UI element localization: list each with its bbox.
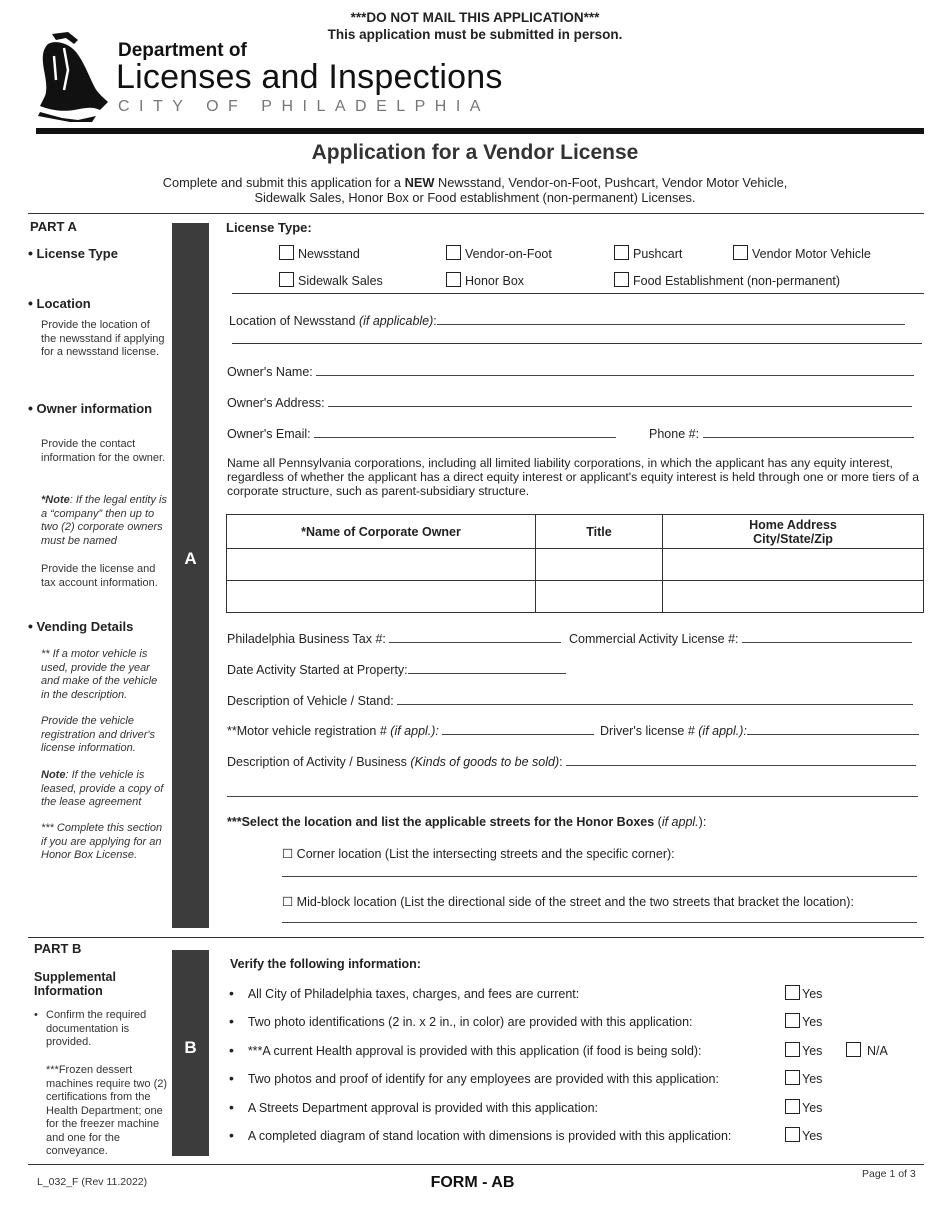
license-rule [232, 293, 924, 294]
part-b-heading: PART B [34, 941, 82, 956]
checkbox[interactable] [785, 1127, 800, 1142]
option-label: Newsstand [298, 247, 360, 261]
part-a-bar [172, 223, 209, 928]
yes-label: Yes [802, 1101, 823, 1115]
checkbox[interactable] [614, 272, 629, 287]
option-vendor-on-foot[interactable] [446, 245, 552, 261]
sidebar-license-type: • License Type [28, 245, 118, 261]
option-sidewalk-sales[interactable] [279, 272, 383, 288]
checkbox[interactable] [785, 1070, 800, 1085]
yes-label: Yes [802, 1015, 823, 1029]
yes-label: Yes [802, 1044, 823, 1058]
intro-text [0, 175, 950, 205]
verify-item-text: All City of Philadelphia taxes, charges, and fees are current: [247, 987, 580, 1001]
na-label: N/A [867, 1044, 888, 1058]
verify-item: • Two photos and proof of identify for any employees are provided with this application: [229, 1070, 719, 1086]
intro-bold: NEW [404, 175, 435, 190]
motor-registration-label: **Motor vehicle registration # [227, 724, 391, 738]
dept-name-small: Department of [118, 40, 247, 61]
dept-name-big: Licenses and Inspections [116, 58, 503, 96]
table-row [227, 581, 924, 613]
verify-na-option[interactable] [846, 1042, 888, 1058]
midblock-location-input[interactable] [282, 922, 917, 923]
sidebar-location: • Location [28, 295, 91, 311]
commercial-license-label: Commercial Activity License #: [569, 632, 739, 646]
part-b-rule [28, 937, 924, 938]
activity-description-input[interactable] [566, 753, 916, 766]
verify-yes-option[interactable] [785, 1127, 822, 1143]
yes-label: Yes [802, 1129, 823, 1143]
date-started-input[interactable] [408, 661, 566, 674]
midblock-location-option[interactable]: ☐ Mid-block location (List the directional side of the street and the two streets that bracket the location): [282, 895, 854, 909]
part-b-bar-letter: B [184, 1038, 197, 1057]
sidebar-tax-note: Provide the license and tax account information. [41, 563, 158, 589]
form-name: FORM - AB [430, 1174, 515, 1191]
vehicle-description-field[interactable] [227, 692, 913, 708]
intro-pre: Complete and submit this application for a [162, 175, 405, 190]
yes-label: Yes [802, 1072, 823, 1086]
sidebar-owner-info: • Owner information [28, 400, 153, 416]
checkbox[interactable] [785, 1013, 800, 1028]
frozen-dessert-note: ***Frozen dessert machines require two (2) certifications from the Health Department; one for the freezer machine and one for the conveyance. [46, 1064, 168, 1157]
note-text: : If the legal entity is a “company” then up to two (2) corporate owners must be named [41, 494, 167, 547]
location-input[interactable] [437, 312, 905, 325]
motor-registration-input[interactable] [442, 722, 594, 735]
verify-item: • All City of Philadelphia taxes, charges, and fees are current: [229, 985, 580, 1001]
owner-email-field[interactable] [227, 425, 616, 441]
sidebar-vending: • Vending Details [28, 618, 134, 634]
corner-location-input[interactable] [282, 876, 917, 877]
checkbox[interactable] [279, 245, 294, 260]
phone-field[interactable] [649, 425, 914, 441]
drivers-license-label: Driver's license # [600, 724, 699, 738]
checkbox[interactable] [446, 272, 461, 287]
intro-line-2: Sidewalk Sales, Honor Box or Food establishment (non-permanent) Licenses. [254, 190, 696, 205]
option-label: Honor Box [465, 274, 525, 288]
location-label: Location of Newsstand [229, 314, 359, 328]
option-label: Food Establishment (non-permanent) [633, 274, 841, 288]
header-rule [36, 128, 924, 134]
confirm-note: • Confirm the required documentation is provided. [34, 1009, 164, 1050]
option-newsstand[interactable] [279, 245, 360, 261]
verify-item-text: A Streets Department approval is provided with this application: [247, 1101, 598, 1115]
corp-paragraph: Name all Pennsylvania corporations, including all limited liability corporations, in which the applicant has any equity interest, regardless of whether the applicant has a direct equity interest or applicant's equity interest is held through one or more tiers of a corporate structure, such as parent-subsidiary structure. [227, 456, 919, 498]
part-a-bar-letter: A [184, 549, 197, 568]
drivers-license-input[interactable] [747, 722, 919, 735]
activity-description-italic: (Kinds of goods to be sold) [410, 755, 560, 769]
verify-yes-option[interactable] [785, 985, 822, 1001]
option-label: Sidewalk Sales [298, 274, 383, 288]
option-food-establishment[interactable] [614, 272, 840, 288]
verify-item: • A completed diagram of stand location with dimensions is provided with this application: [229, 1127, 732, 1143]
location-colon: : [433, 314, 437, 328]
sidebar-honor-note: *** Complete this section if you are applying for an Honor Box License. [41, 822, 163, 861]
sidebar-license-type-label: License Type [36, 246, 118, 261]
activity-description-field[interactable] [227, 753, 916, 769]
sidebar-vending-label: Vending Details [36, 619, 134, 634]
sidebar-company-note [41, 494, 167, 548]
supplemental-heading-line2: Information [34, 984, 103, 998]
honor-box-instruction-bold: ***Select the location and list the applicable streets for the Honor Boxes [227, 815, 655, 829]
business-tax-label: Philadelphia Business Tax #: [227, 632, 386, 646]
activity-description-line-2[interactable] [227, 796, 918, 797]
verify-item: • ***A current Health approval is provided with this application (if food is being sold): [229, 1042, 702, 1058]
table-cell-address[interactable] [663, 549, 924, 581]
part-b-bar [172, 950, 209, 1156]
owner-address-input[interactable] [328, 394, 912, 407]
part-a-heading: PART A [30, 219, 77, 234]
option-honor-box[interactable] [446, 272, 524, 288]
verify-item-text: Two photo identifications (2 in. x 2 in., in color) are provided with this application: [247, 1015, 693, 1029]
verify-item: • A Streets Department approval is provided with this application: [229, 1099, 598, 1115]
commercial-license-field[interactable] [569, 630, 912, 646]
owner-name-input[interactable] [316, 363, 914, 376]
drivers-license-field[interactable] [600, 722, 919, 738]
activity-description-label: Description of Activity / Business [227, 755, 411, 769]
footer-rule [28, 1164, 924, 1165]
option-label: Vendor-on-Foot [465, 247, 552, 261]
date-started-field[interactable] [227, 661, 566, 677]
honor-box-instruction: ***Select the location and list the applicable streets for the Honor Boxes (if appl.): [227, 815, 707, 829]
table-cell-title[interactable] [536, 581, 663, 613]
part-a-rule [28, 213, 924, 214]
option-label: Vendor Motor Vehicle [752, 247, 871, 261]
drivers-license-italic: (if appl.): [698, 724, 747, 738]
verify-item-text: A completed diagram of stand location with dimensions is provided with this application: [247, 1129, 732, 1143]
notice-line-2: This application must be submitted in person. [327, 27, 623, 42]
verify-item-text: ***A current Health approval is provided with this application (if food is being sold): [247, 1044, 702, 1058]
phone-input[interactable] [703, 425, 914, 438]
vehicle-description-input[interactable] [397, 692, 913, 705]
checkbox[interactable] [785, 1099, 800, 1114]
honor-box-instruction-italic: if appl. [661, 815, 699, 829]
sidebar-lease-note [41, 769, 167, 810]
activity-description-colon: : [559, 755, 563, 769]
verify-item-text: Two photos and proof of identify for any employees are provided with this application: [247, 1072, 719, 1086]
dept-city: CITY OF PHILADELPHIA [118, 98, 490, 115]
verify-yes-option[interactable] [785, 1013, 822, 1029]
sidebar-vending-note-2: Provide the vehicle registration and driver's license information. [41, 715, 155, 754]
liberty-bell-icon [34, 30, 112, 122]
verify-item: • Two photo identifications (2 in. x 2 in., in color) are provided with this application: [229, 1013, 693, 1029]
checkbox[interactable] [846, 1042, 861, 1057]
table-cell-address[interactable] [663, 581, 924, 613]
supplemental-heading-line1: Supplemental [34, 970, 116, 984]
corner-location-option[interactable]: ☐ Corner location (List the intersecting streets and the specific corner): [282, 847, 675, 861]
sidebar-owner-note: Provide the contact information for the owner. [41, 438, 166, 464]
note-label: *Note [41, 494, 70, 506]
option-pushcart[interactable] [614, 245, 682, 261]
supplemental-heading [34, 970, 116, 998]
phone-label: Phone #: [649, 427, 700, 441]
motor-registration-field[interactable] [227, 722, 594, 738]
yes-label: Yes [802, 987, 823, 1001]
location-label-italic: (if applicable) [358, 314, 434, 328]
table-header-address-line1: Home Address [749, 517, 837, 532]
vehicle-description-label: Description of Vehicle / Stand: [227, 694, 394, 708]
business-tax-field[interactable] [227, 630, 561, 646]
table-row [227, 549, 924, 581]
checkbox[interactable] [446, 245, 461, 260]
table-header-address [663, 515, 924, 549]
owner-email-input[interactable] [314, 425, 616, 438]
verify-yes-option[interactable] [785, 1070, 822, 1086]
owner-name-field[interactable] [227, 363, 914, 379]
business-tax-input[interactable] [389, 630, 561, 643]
verify-yes-option[interactable] [785, 1042, 822, 1058]
lease-label: Note [41, 769, 66, 781]
checkbox[interactable] [279, 272, 294, 287]
commercial-license-input[interactable] [742, 630, 912, 643]
owner-address-label: Owner's Address: [227, 396, 325, 410]
intro-post: Newsstand, Vendor-on-Foot, Pushcart, Vendor Motor Vehicle, [434, 175, 788, 190]
owner-name-label: Owner's Name: [227, 365, 313, 379]
owner-email-label: Owner's Email: [227, 427, 311, 441]
owner-address-field[interactable] [227, 394, 912, 410]
license-type-label: License Type: [226, 220, 312, 235]
checkbox[interactable] [785, 985, 800, 1000]
confirm-note-text: Confirm the required documentation is provided. [46, 1009, 147, 1048]
sidebar-vending-note-1: ** If a motor vehicle is used, provide the year and make of the vehicle in the description. [41, 648, 158, 701]
verify-heading: Verify the following information: [230, 957, 421, 971]
checkbox[interactable] [733, 245, 748, 260]
option-vendor-motor-vehicle[interactable] [733, 245, 871, 261]
table-header-address-line2: City/State/Zip [753, 531, 833, 546]
table-cell-name[interactable] [227, 581, 536, 613]
verify-yes-option[interactable] [785, 1099, 822, 1115]
table-cell-name[interactable] [227, 549, 536, 581]
checkbox[interactable] [614, 245, 629, 260]
option-label: Pushcart [633, 247, 683, 261]
table-header-title: Title [536, 515, 663, 549]
corporate-owner-table [226, 514, 924, 613]
sidebar-owner-info-label: Owner information [36, 401, 153, 416]
table-cell-title[interactable] [536, 549, 663, 581]
checkbox[interactable] [785, 1042, 800, 1057]
sidebar-location-note: Provide the location of the newsstand if applying for a newsstand license. [41, 319, 165, 358]
date-started-label: Date Activity Started at Property: [227, 663, 408, 677]
page-number: Page 1 of 3 [862, 1168, 916, 1180]
location-rule [232, 343, 922, 344]
sidebar-location-label: Location [36, 296, 91, 311]
page-title: Application for a Vendor License [311, 141, 639, 164]
notice-line-1: ***DO NOT MAIL THIS APPLICATION*** [350, 10, 600, 25]
table-header-name: *Name of Corporate Owner [227, 515, 536, 549]
motor-registration-italic: (if appl.): [390, 724, 439, 738]
form-id: L_032_F (Rev 11.2022) [37, 1176, 148, 1188]
lease-text: : If the vehicle is leased, provide a copy of the lease agreement [41, 769, 164, 808]
location-field[interactable] [229, 312, 905, 328]
